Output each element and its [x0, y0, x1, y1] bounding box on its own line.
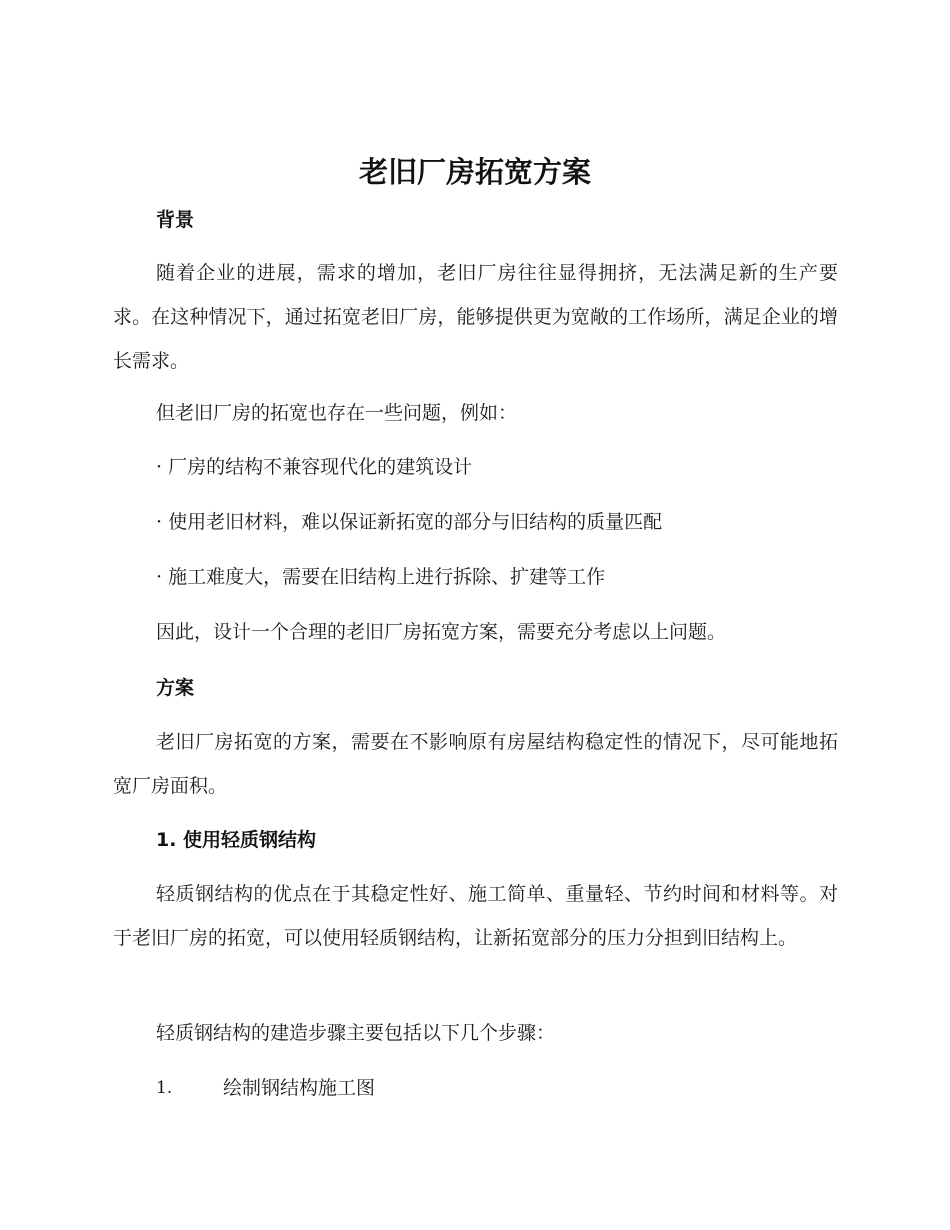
- plan-paragraph-1: 老旧厂房拓宽的方案，需要在不影响原有房屋结构稳定性的情况下，尽可能地拓宽厂房面积。: [113, 731, 838, 797]
- section-heading-background: 背景: [156, 209, 195, 231]
- plan-paragraph-2: 轻质钢结构的优点在于其稳定性好、施工简单、重量轻、节约时间和材料等。对于老旧厂房的拓宽，可以使用轻质钢结构，让新拓宽部分的压力分担到旧结构上。: [113, 883, 838, 949]
- step-text: 绘制钢结构施工图: [223, 1077, 376, 1099]
- background-paragraph-2: 但老旧厂房的拓宽也存在一些问题，例如：: [156, 402, 518, 424]
- background-paragraph-3: 因此，设计一个合理的老旧厂房拓宽方案，需要充分考虑以上问题。: [156, 621, 727, 643]
- bullet-item-1: · 厂房的结构不兼容现代化的建筑设计: [156, 456, 473, 478]
- subheading-light-steel: 1. 使用轻质钢结构: [156, 829, 317, 851]
- section-heading-plan: 方案: [156, 677, 195, 699]
- plan-paragraph-3: 轻质钢结构的建造步骤主要包括以下几个步骤：: [156, 1022, 556, 1044]
- bullet-item-3: · 施工难度大，需要在旧结构上进行拆除、扩建等工作: [156, 566, 606, 588]
- step-number: 1.: [156, 1078, 173, 1098]
- background-paragraph-1: 随着企业的进展，需求的增加，老旧厂房往往显得拥挤，无法满足新的生产要求。在这种情况下，通过拓宽老旧厂房，能够提供更为宽敞的工作场所，满足企业的增长需求。: [113, 262, 838, 372]
- document-title: 老旧厂房拓宽方案: [358, 155, 591, 189]
- bullet-item-2: · 使用老旧材料，难以保证新拓宽的部分与旧结构的质量匹配: [156, 511, 663, 533]
